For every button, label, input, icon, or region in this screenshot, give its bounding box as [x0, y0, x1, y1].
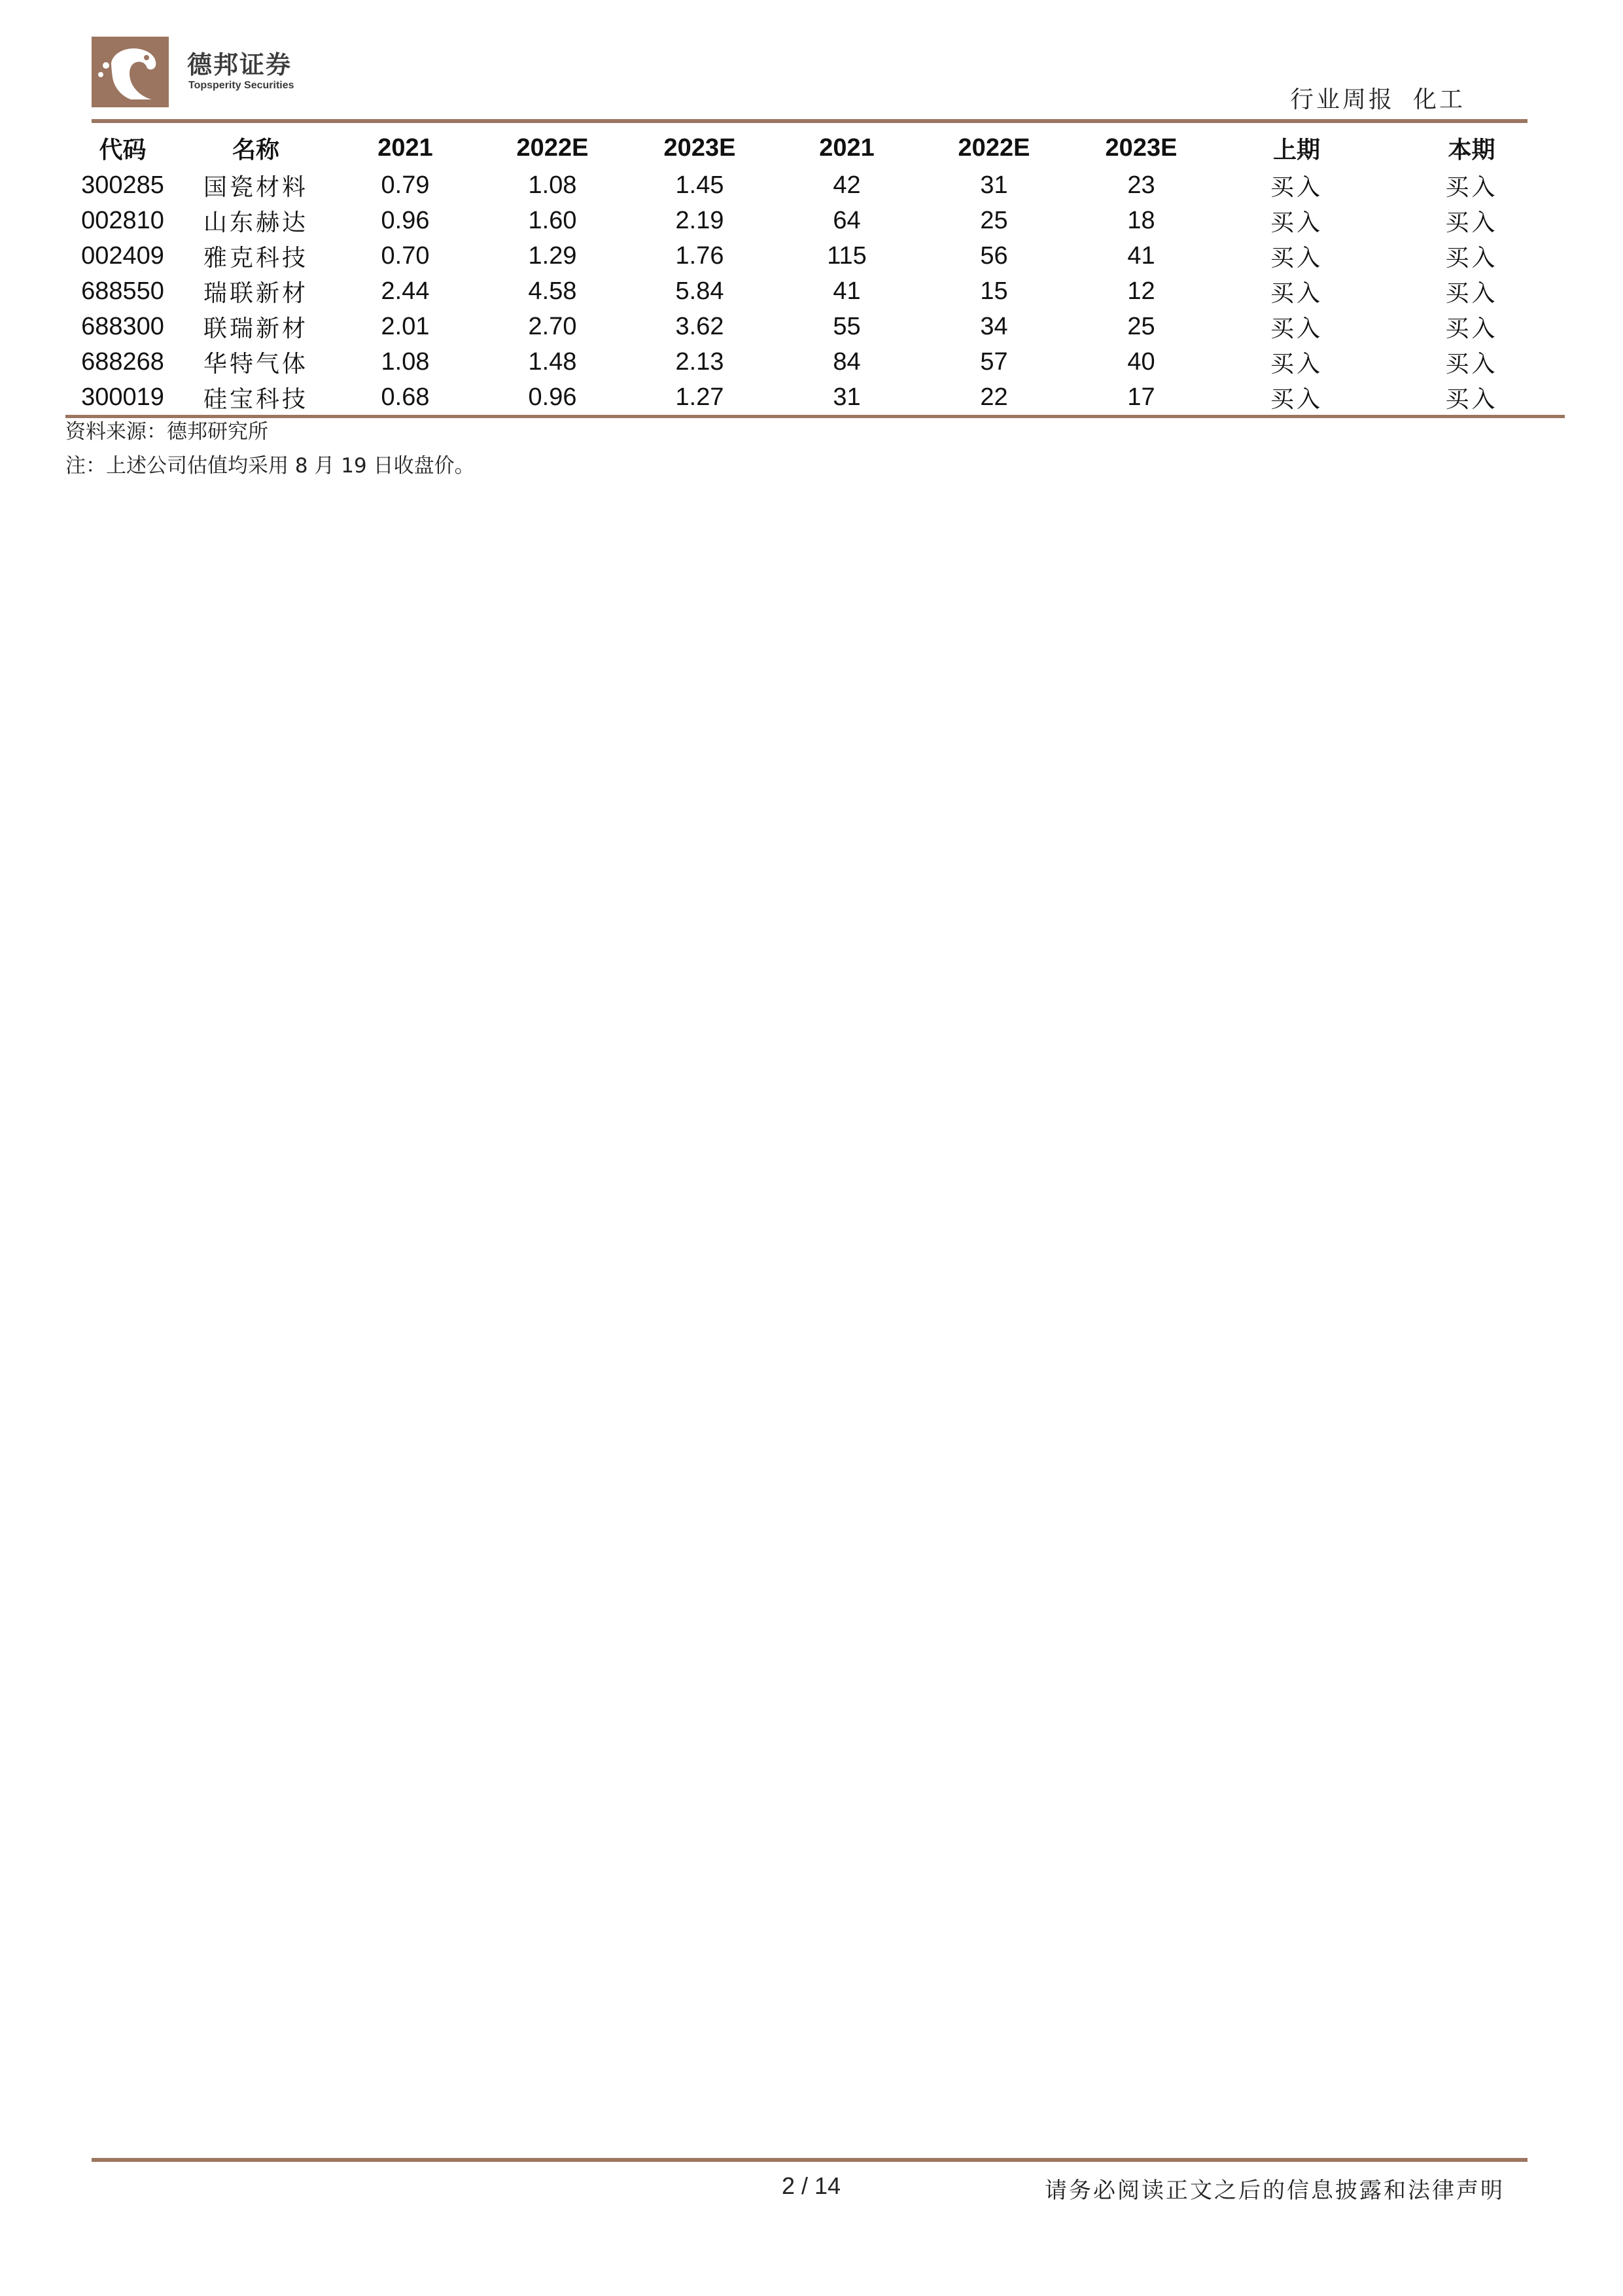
- cell-code: 002409: [81, 241, 164, 270]
- header-eps-2021: 2021: [377, 133, 433, 162]
- header-curr-rating: 本期: [1448, 136, 1495, 164]
- table-row: [65, 344, 1565, 380]
- cell-eps-2022e: 2.70: [528, 312, 577, 340]
- cell-pe-2021: 64: [833, 206, 861, 234]
- table-row: [65, 238, 1565, 274]
- cell-name: 雅克科技: [203, 244, 308, 272]
- cell-eps-2021: 0.79: [381, 171, 430, 199]
- cell-pe-2021: 31: [773, 380, 920, 417]
- cell-pe-2022e: 34: [980, 312, 1008, 340]
- cell-pe-2023e: 41: [1127, 241, 1155, 270]
- cell-pe-2022e: 57: [980, 347, 1008, 376]
- cell-pe-2021: 55: [833, 312, 861, 340]
- cell-prev-rating: 买入: [1270, 173, 1323, 201]
- header-prev-rating: 上期: [1272, 136, 1320, 164]
- cell-pe-2022e: 25: [980, 206, 1008, 234]
- header-name: 名称: [232, 136, 279, 164]
- cell-curr-rating: 买入: [1445, 209, 1498, 236]
- cell-pe-2023e: 17: [1068, 380, 1215, 417]
- header-divider: [92, 119, 1527, 123]
- cell-pe-2021: 115: [827, 241, 867, 270]
- cell-name: 硅宝科技: [180, 380, 332, 417]
- footer-divider: [92, 2158, 1527, 2162]
- cell-prev-rating: 买入: [1270, 279, 1323, 307]
- cell-eps-2023e: 3.62: [675, 312, 724, 340]
- cell-pe-2023e: 23: [1127, 171, 1155, 199]
- page-number: 2 / 14: [781, 2172, 841, 2199]
- logo-chinese-name: 德邦证券: [187, 50, 292, 79]
- header-pe-2021: 2021: [819, 133, 875, 162]
- cell-eps-2021: 0.68: [332, 380, 479, 417]
- cell-code: 002810: [81, 206, 164, 234]
- cell-code: 688300: [81, 312, 164, 340]
- cell-curr-rating: 买入: [1445, 173, 1498, 201]
- cell-pe-2023e: 18: [1127, 206, 1155, 234]
- cell-eps-2022e: 1.29: [528, 241, 577, 270]
- valuation-note: 注：上述公司估值均采用 8 月 19 日收盘价。: [65, 454, 475, 478]
- cell-curr-rating: 买入: [1378, 380, 1565, 417]
- cell-eps-2023e: 2.13: [675, 347, 724, 376]
- cell-eps-2023e: 5.84: [675, 277, 724, 305]
- report-category: [1243, 81, 1465, 115]
- cell-code: 688268: [81, 347, 164, 376]
- cell-curr-rating: 买入: [1445, 315, 1498, 342]
- source-note: 资料来源：德邦研究所: [65, 420, 268, 444]
- cell-eps-2022e: 0.96: [479, 380, 626, 417]
- cell-name: 联瑞新材: [203, 315, 308, 342]
- cell-pe-2022e: 56: [980, 241, 1008, 270]
- header-pe-2023e: 2023E: [1105, 133, 1178, 162]
- cell-eps-2021: 2.44: [381, 277, 430, 305]
- cell-pe-2023e: 40: [1127, 347, 1155, 376]
- cell-prev-rating: 买入: [1270, 315, 1323, 342]
- cell-pe-2021: 42: [833, 171, 861, 199]
- cell-pe-2021: 84: [833, 347, 861, 376]
- cell-name: 瑞联新材: [203, 279, 308, 307]
- cell-eps-2022e: 1.48: [528, 347, 577, 376]
- cell-pe-2022e: 22: [920, 380, 1068, 417]
- cell-eps-2023e: 1.27: [626, 380, 773, 417]
- cell-pe-2022e: 31: [980, 171, 1008, 199]
- industry-name: 化工: [1412, 86, 1465, 113]
- cell-code: 688550: [81, 277, 164, 305]
- topsperity-logo-icon: [92, 37, 169, 107]
- cell-eps-2021: 2.01: [381, 312, 430, 340]
- header-eps-2022e: 2022E: [516, 133, 589, 162]
- cell-eps-2022e: 1.60: [528, 206, 577, 234]
- table-row: [65, 309, 1565, 344]
- legal-disclaimer: 请务必阅读正文之后的信息披露和法律声明: [1045, 2178, 1505, 2204]
- cell-name: 山东赫达: [203, 209, 308, 236]
- cell-prev-rating: 买入: [1270, 209, 1323, 236]
- table-notes: [65, 415, 475, 483]
- cell-pe-2023e: 25: [1127, 312, 1155, 340]
- cell-prev-rating: 买入: [1270, 244, 1323, 272]
- valuation-table: [65, 128, 1565, 418]
- brand-logo: [92, 37, 301, 109]
- cell-name: 华特气体: [203, 350, 308, 378]
- cell-curr-rating: 买入: [1445, 244, 1498, 272]
- logo-english-name: Topsperity Securities: [188, 80, 294, 91]
- cell-curr-rating: 买入: [1445, 350, 1498, 378]
- cell-prev-rating: 买入: [1270, 350, 1323, 378]
- cell-pe-2022e: 15: [980, 277, 1008, 305]
- header-eps-2023e: 2023E: [663, 133, 736, 162]
- table-row: [65, 380, 1565, 417]
- cell-curr-rating: 买入: [1445, 279, 1498, 307]
- cell-pe-2023e: 12: [1127, 277, 1155, 305]
- cell-eps-2021: 0.96: [381, 206, 430, 234]
- table-row: [65, 274, 1565, 309]
- table-header-row: [65, 128, 1565, 168]
- header-pe-2022e: 2022E: [958, 133, 1030, 162]
- cell-name: 国瓷材料: [203, 173, 308, 201]
- table-row: [65, 168, 1565, 203]
- cell-eps-2022e: 4.58: [528, 277, 577, 305]
- table-row: [65, 203, 1565, 238]
- cell-eps-2022e: 1.08: [528, 171, 577, 199]
- cell-code: 300285: [81, 171, 164, 199]
- header-code: 代码: [99, 136, 147, 164]
- cell-eps-2023e: 1.45: [675, 171, 724, 199]
- cell-code: 300019: [65, 380, 180, 417]
- report-type: 行业周报: [1289, 86, 1395, 113]
- cell-eps-2021: 0.70: [381, 241, 430, 270]
- cell-eps-2021: 1.08: [381, 347, 430, 376]
- cell-pe-2021: 41: [833, 277, 861, 305]
- cell-eps-2023e: 1.76: [675, 241, 724, 270]
- cell-eps-2023e: 2.19: [675, 206, 724, 234]
- cell-prev-rating: 买入: [1215, 380, 1378, 417]
